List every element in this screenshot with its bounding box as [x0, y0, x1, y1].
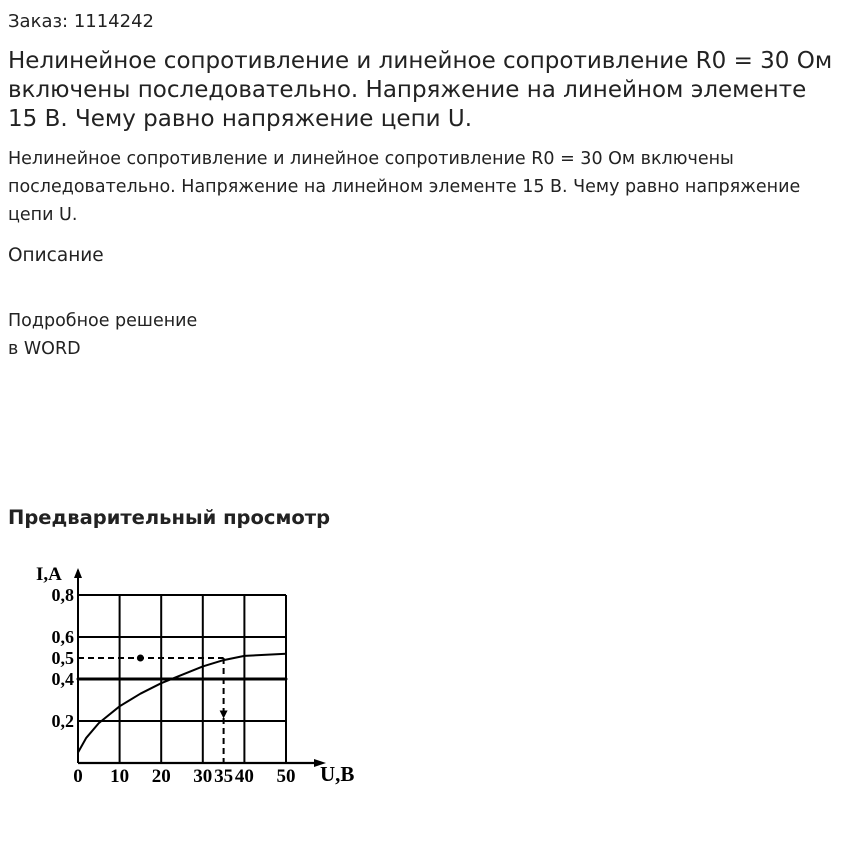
x-tick-label: 50 [276, 766, 296, 787]
description-heading: Описание [8, 245, 104, 266]
y-tick-label: 0,2 [51, 711, 74, 731]
data-point-marker [137, 655, 144, 662]
chart-labels [36, 564, 354, 787]
y-axis-arrow [74, 568, 82, 578]
x-tick-label: 30 [193, 766, 213, 787]
x-axis-label: U,В [320, 762, 355, 786]
x-tick-label: 20 [151, 766, 171, 787]
dashed-line-arrow [220, 711, 228, 719]
series-line-nonlinear [78, 654, 286, 753]
x-tick-label: 10 [110, 766, 130, 787]
y-tick-label: 0,6 [51, 627, 74, 647]
y-tick-label: 0,5 [51, 648, 74, 668]
y-tick-label: 0,8 [51, 585, 74, 605]
x-tick-label: 35 [214, 766, 234, 787]
x-tick-label: 40 [234, 766, 254, 787]
y-axis-label: I,А [36, 564, 62, 585]
order-number: Заказ: 1114242 [8, 11, 154, 32]
solution-note [8, 307, 197, 363]
preview-heading: Предварительный просмотр [8, 506, 331, 529]
chart-series [78, 654, 286, 753]
problem-statement: Нелинейное сопротивление и линейное сопротивление R0 = 30 Ом включены последовательно. Напряжение на линейном элементе 15 В. Чему равно напряжение цепи U. [8, 149, 801, 225]
chart-annotations [78, 655, 228, 764]
solution-line-1: Подробное решение [8, 311, 198, 331]
preview-figure [30, 558, 370, 797]
iv-characteristic-chart [30, 558, 370, 793]
y-tick-label: 0,4 [51, 669, 74, 689]
page-title: Нелинейное сопротивление и линейное сопротивление R0 = 30 Ом включены последовательно. Напряжение на линейном элементе 15 В. Чему равно напряжение цепи U. [8, 48, 833, 132]
solution-line-2: в WORD [8, 339, 81, 359]
x-tick-label: 0 [73, 766, 83, 787]
